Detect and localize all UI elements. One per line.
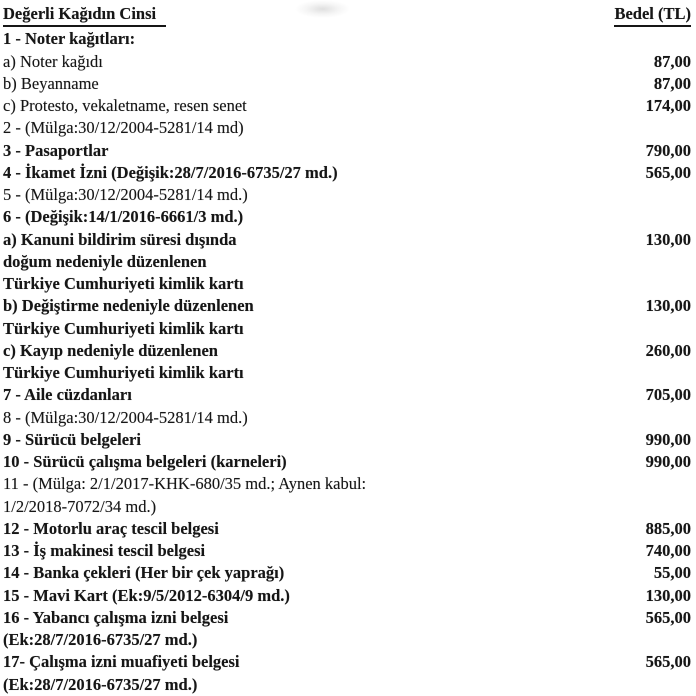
column-header-price: Bedel (TL) [614,3,691,27]
row-label: 11 - (Mülga: 2/1/2017-KHK-680/35 md.; Aynen kabul: [3,474,367,494]
table-row [3,251,691,273]
row-value: 790,00 [645,140,691,160]
row-value: 130,00 [645,296,691,316]
table-row [3,140,691,162]
row-value: 885,00 [645,518,691,538]
table-row [3,674,691,696]
row-value: 565,00 [645,162,691,182]
table-row [3,73,691,95]
row-value: 705,00 [645,385,691,405]
table-row [3,206,691,228]
table-row [3,496,691,518]
table-header-row [3,3,691,27]
table-row [3,629,691,651]
row-label: 7 - Aile cüzdanları [3,385,132,405]
row-label: c) Protesto, vekaletname, resen senet [3,96,247,115]
table-row [3,562,691,584]
table-row [3,451,691,473]
table-row [3,585,691,607]
row-label: 17- Çalışma izni muafiyeti belgesi [3,652,240,672]
table-row [3,51,691,73]
row-label: (Ek:28/7/2016-6735/27 md.) [3,630,198,649]
row-label: 9 - Sürücü belgeleri [3,429,141,449]
row-value: 55,00 [653,563,691,583]
row-label: 4 - İkamet İzni (Değişik:28/7/2016-6735/27 md.) [3,162,338,182]
row-value: 174,00 [645,96,691,115]
row-value: 130,00 [645,585,691,605]
row-label: (Ek:28/7/2016-6735/27 md.) [3,674,198,694]
table-row [3,28,691,50]
row-label: doğum nedeniyle düzenlenen [3,251,207,271]
row-label: 5 - (Mülga:30/12/2004-5281/14 md.) [3,185,248,204]
row-value: 565,00 [645,607,691,627]
table-row [3,384,691,406]
row-value: 130,00 [645,229,691,249]
row-label: Türkiye Cumhuriyeti kimlik kartı [3,363,244,382]
row-label: b) Beyanname [3,73,99,93]
table-row [3,162,691,184]
row-value: 740,00 [645,541,691,560]
row-label: 8 - (Mülga:30/12/2004-5281/14 md.) [3,407,248,427]
table-row [3,273,691,295]
table-row [3,184,691,206]
row-label: 1/2/2018-7072/34 md.) [3,496,157,516]
table-row [3,540,691,562]
column-header-paper-type: Değerli Kağıdın Cinsi [3,3,166,27]
row-label: a) Kanuni bildirim süresi dışında [3,229,237,249]
table-row [3,229,691,251]
table-row [3,429,691,451]
row-label: 13 - İş makinesi tescil belgesi [3,541,206,560]
table-row [3,117,691,139]
row-label: 12 - Motorlu araç tescil belgesi [3,518,219,538]
table-row [3,518,691,540]
table-row [3,651,691,673]
table-row [3,473,691,495]
row-label: 3 - Pasaportlar [3,140,109,160]
row-label: 16 - Yabancı çalışma izni belgesi [3,607,229,627]
table-row [3,295,691,317]
table-row [3,340,691,362]
row-label: 2 - (Mülga:30/12/2004-5281/14 md) [3,118,244,138]
table-row [3,362,691,384]
row-value: 260,00 [645,340,691,360]
row-label: 1 - Noter kağıtları: [3,29,136,49]
row-value: 87,00 [653,51,691,71]
row-label: 10 - Sürücü çalışma belgeleri (karneleri) [3,452,287,471]
row-label: 14 - Banka çekleri (Her bir çek yaprağı) [3,563,285,583]
table-row [3,407,691,429]
table-body [3,28,691,696]
table-row [3,95,691,117]
row-value: 565,00 [645,652,691,672]
row-label: Türkiye Cumhuriyeti kimlik kartı [3,274,244,293]
table-row [3,318,691,340]
row-label: 6 - (Değişik:14/1/2016-6661/3 md.) [3,207,244,227]
row-label: a) Noter kağıdı [3,51,103,71]
row-label: 15 - Mavi Kart (Ek:9/5/2012-6304/9 md.) [3,585,290,605]
row-value: 87,00 [653,73,691,93]
row-label: Türkiye Cumhuriyeti kimlik kartı [3,318,244,338]
row-label: b) Değiştirme nedeniyle düzenlenen [3,296,254,316]
row-label: c) Kayıp nedeniyle düzenlenen [3,340,218,360]
table-row [3,607,691,629]
row-value: 990,00 [645,429,691,449]
row-value: 990,00 [645,452,691,471]
